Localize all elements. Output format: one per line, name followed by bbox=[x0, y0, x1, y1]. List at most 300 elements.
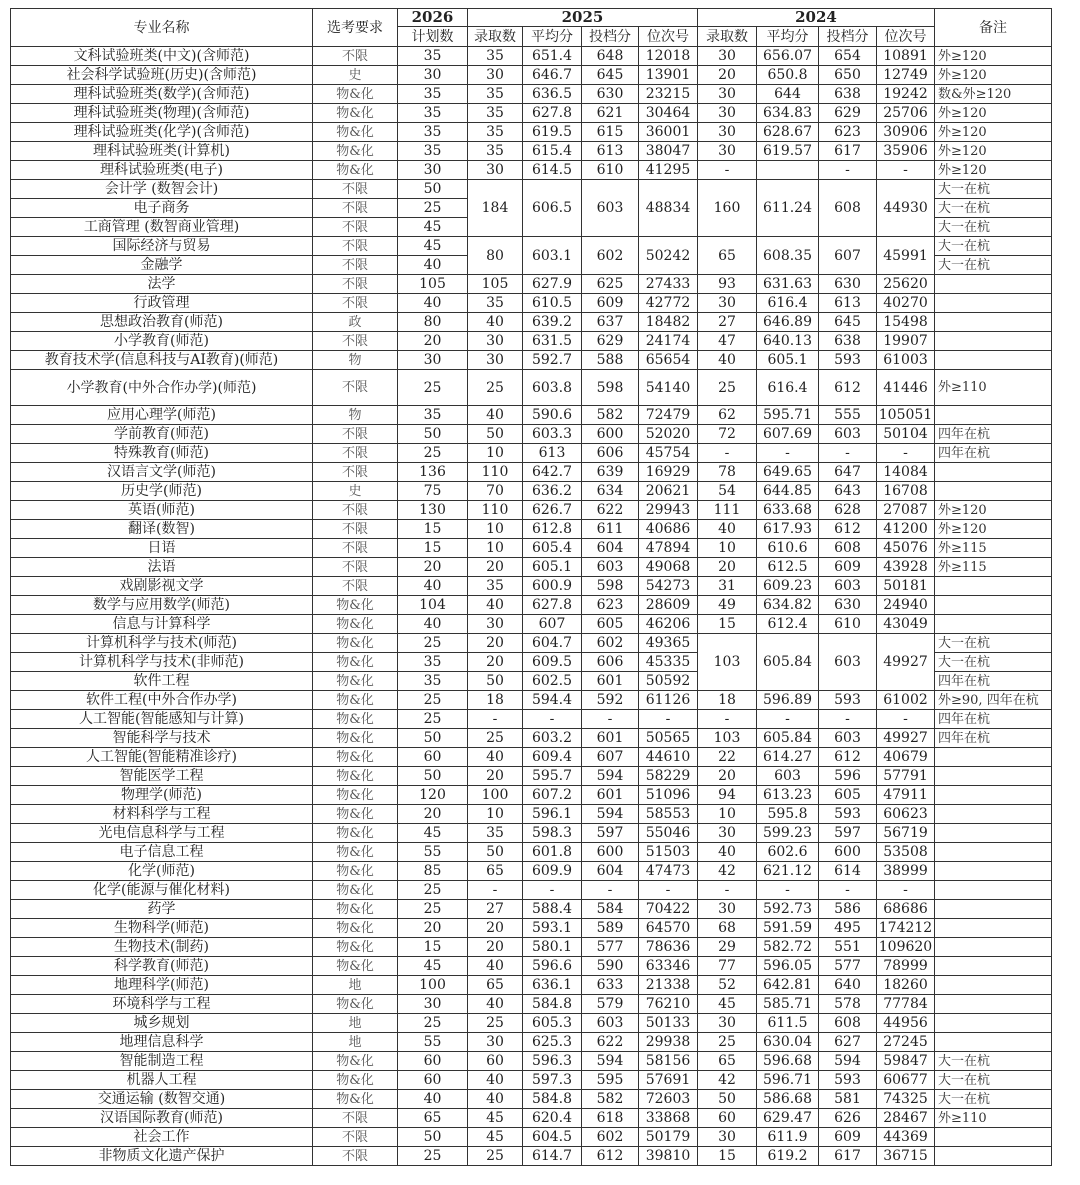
cell-file-2024: 594 bbox=[819, 1052, 877, 1071]
cell-plan-2026: 30 bbox=[398, 66, 468, 85]
cell-avg-2025: 639.2 bbox=[523, 313, 582, 332]
cell-file-2024: 593 bbox=[819, 1071, 877, 1090]
cell-admit-2024: 160 bbox=[698, 180, 757, 237]
table-row bbox=[11, 634, 1052, 653]
cell-plan-2026: 15 bbox=[398, 520, 468, 539]
cell-avg-2025: 609.9 bbox=[523, 862, 582, 881]
cell-admit-2025: 35 bbox=[468, 294, 523, 313]
cell-admit-2024: 111 bbox=[698, 501, 757, 520]
cell-major: 行政管理 bbox=[11, 294, 313, 313]
cell-file-2025: 602 bbox=[582, 237, 639, 275]
cell-avg-2025: 596.6 bbox=[523, 957, 582, 976]
cell-note bbox=[935, 482, 1052, 501]
cell-major: 翻译(数智) bbox=[11, 520, 313, 539]
cell-plan-2026: 105 bbox=[398, 275, 468, 294]
header-year-2024: 2024 bbox=[698, 9, 935, 27]
cell-plan-2026: 25 bbox=[398, 444, 468, 463]
cell-rank-2025: 47894 bbox=[639, 539, 698, 558]
cell-rank-2024: 53508 bbox=[877, 843, 935, 862]
cell-avg-2024: 596.68 bbox=[757, 1052, 819, 1071]
cell-admit-2025: 20 bbox=[468, 634, 523, 653]
cell-admit-2024: 10 bbox=[698, 805, 757, 824]
cell-avg-2024: - bbox=[757, 881, 819, 900]
cell-major: 交通运输 (数智交通) bbox=[11, 1090, 313, 1109]
cell-rank-2025: 51503 bbox=[639, 843, 698, 862]
cell-rank-2024: 16708 bbox=[877, 482, 935, 501]
cell-avg-2024: 621.12 bbox=[757, 862, 819, 881]
cell-file-2024: 630 bbox=[819, 275, 877, 294]
table-row bbox=[11, 1147, 1052, 1166]
cell-major: 环境科学与工程 bbox=[11, 995, 313, 1014]
table-row bbox=[11, 501, 1052, 520]
cell-note bbox=[935, 332, 1052, 351]
table-row bbox=[11, 66, 1052, 85]
cell-rank-2024: 41446 bbox=[877, 370, 935, 406]
cell-note bbox=[935, 862, 1052, 881]
cell-rank-2025: 45335 bbox=[639, 653, 698, 672]
cell-avg-2025: 605.3 bbox=[523, 1014, 582, 1033]
cell-avg-2024: 586.68 bbox=[757, 1090, 819, 1109]
cell-requirement: 不限 bbox=[313, 47, 398, 66]
cell-major: 历史学(师范) bbox=[11, 482, 313, 501]
cell-plan-2026: 25 bbox=[398, 370, 468, 406]
cell-admit-2024: 40 bbox=[698, 843, 757, 862]
cell-admit-2025: 50 bbox=[468, 843, 523, 862]
cell-file-2024: 603 bbox=[819, 425, 877, 444]
cell-rank-2024: 10891 bbox=[877, 47, 935, 66]
admission-table-container bbox=[10, 8, 1052, 1166]
cell-file-2024: 610 bbox=[819, 615, 877, 634]
cell-note: 外≥120 bbox=[935, 104, 1052, 123]
cell-admit-2024: 31 bbox=[698, 577, 757, 596]
cell-avg-2024: 617.93 bbox=[757, 520, 819, 539]
cell-avg-2024: 616.4 bbox=[757, 294, 819, 313]
cell-avg-2024: 592.73 bbox=[757, 900, 819, 919]
cell-avg-2025: 597.3 bbox=[523, 1071, 582, 1090]
cell-note: 外≥120 bbox=[935, 66, 1052, 85]
cell-plan-2026: 85 bbox=[398, 862, 468, 881]
cell-avg-2024: 608.35 bbox=[757, 237, 819, 275]
cell-avg-2024: 609.23 bbox=[757, 577, 819, 596]
cell-admit-2025: 25 bbox=[468, 1147, 523, 1166]
cell-note bbox=[935, 294, 1052, 313]
cell-admit-2024: 30 bbox=[698, 1128, 757, 1147]
cell-avg-2025: 627.8 bbox=[523, 104, 582, 123]
cell-file-2025: 648 bbox=[582, 47, 639, 66]
cell-major: 机器人工程 bbox=[11, 1071, 313, 1090]
cell-major: 智能科学与技术 bbox=[11, 729, 313, 748]
cell-avg-2024: 656.07 bbox=[757, 47, 819, 66]
cell-major: 地理信息科学 bbox=[11, 1033, 313, 1052]
cell-note: 四年在杭 bbox=[935, 444, 1052, 463]
cell-major: 光电信息科学与工程 bbox=[11, 824, 313, 843]
cell-requirement: 物&化 bbox=[313, 767, 398, 786]
cell-requirement: 物&化 bbox=[313, 786, 398, 805]
cell-avg-2025: 590.6 bbox=[523, 406, 582, 425]
cell-admit-2024: 15 bbox=[698, 1147, 757, 1166]
cell-requirement: 不限 bbox=[313, 256, 398, 275]
cell-avg-2025: 636.2 bbox=[523, 482, 582, 501]
table-row bbox=[11, 482, 1052, 501]
cell-requirement: 物&化 bbox=[313, 995, 398, 1014]
cell-admit-2024: 15 bbox=[698, 615, 757, 634]
cell-admit-2024: 78 bbox=[698, 463, 757, 482]
cell-avg-2025: 606.5 bbox=[523, 180, 582, 237]
cell-plan-2026: 50 bbox=[398, 180, 468, 199]
cell-rank-2024: 49927 bbox=[877, 634, 935, 691]
cell-file-2025: 577 bbox=[582, 938, 639, 957]
cell-rank-2025: 46206 bbox=[639, 615, 698, 634]
cell-rank-2024: 28467 bbox=[877, 1109, 935, 1128]
cell-file-2024: 617 bbox=[819, 142, 877, 161]
cell-requirement: 物&化 bbox=[313, 957, 398, 976]
cell-avg-2024: 612.5 bbox=[757, 558, 819, 577]
cell-plan-2026: 35 bbox=[398, 47, 468, 66]
cell-plan-2026: 35 bbox=[398, 653, 468, 672]
table-row bbox=[11, 1014, 1052, 1033]
cell-file-2024: 612 bbox=[819, 520, 877, 539]
cell-note: 外≥120 bbox=[935, 123, 1052, 142]
table-row bbox=[11, 995, 1052, 1014]
cell-major: 软件工程 bbox=[11, 672, 313, 691]
cell-plan-2026: 40 bbox=[398, 577, 468, 596]
cell-file-2025: 622 bbox=[582, 1033, 639, 1052]
table-row bbox=[11, 161, 1052, 180]
cell-note bbox=[935, 881, 1052, 900]
cell-major: 特殊教育(师范) bbox=[11, 444, 313, 463]
cell-admit-2024: 72 bbox=[698, 425, 757, 444]
cell-note bbox=[935, 406, 1052, 425]
table-row bbox=[11, 1052, 1052, 1071]
cell-rank-2024: 36715 bbox=[877, 1147, 935, 1166]
table-row bbox=[11, 919, 1052, 938]
cell-requirement: 不限 bbox=[313, 1147, 398, 1166]
cell-major: 理科试验班类(计算机) bbox=[11, 142, 313, 161]
cell-rank-2024: 59847 bbox=[877, 1052, 935, 1071]
cell-avg-2024: 596.89 bbox=[757, 691, 819, 710]
cell-file-2025: 629 bbox=[582, 332, 639, 351]
cell-admit-2025: 105 bbox=[468, 275, 523, 294]
cell-plan-2026: 35 bbox=[398, 123, 468, 142]
cell-admit-2024: - bbox=[698, 444, 757, 463]
cell-avg-2024: 634.83 bbox=[757, 104, 819, 123]
cell-avg-2024: 605.1 bbox=[757, 351, 819, 370]
cell-file-2024: 551 bbox=[819, 938, 877, 957]
header-note: 备注 bbox=[935, 9, 1052, 47]
cell-plan-2026: 30 bbox=[398, 161, 468, 180]
cell-admit-2024: 94 bbox=[698, 786, 757, 805]
cell-rank-2024: 41200 bbox=[877, 520, 935, 539]
cell-note: 大一在杭 bbox=[935, 1090, 1052, 1109]
table-row bbox=[11, 615, 1052, 634]
cell-file-2024: 609 bbox=[819, 1128, 877, 1147]
table-row bbox=[11, 767, 1052, 786]
cell-plan-2026: 104 bbox=[398, 596, 468, 615]
table-row bbox=[11, 351, 1052, 370]
cell-requirement: 物&化 bbox=[313, 843, 398, 862]
cell-admit-2025: 70 bbox=[468, 482, 523, 501]
cell-avg-2025: 619.5 bbox=[523, 123, 582, 142]
cell-plan-2026: 120 bbox=[398, 786, 468, 805]
cell-avg-2024: 612.4 bbox=[757, 615, 819, 634]
cell-requirement: 物&化 bbox=[313, 85, 398, 104]
cell-rank-2025: 57691 bbox=[639, 1071, 698, 1090]
cell-file-2024: 630 bbox=[819, 596, 877, 615]
cell-major: 思想政治教育(师范) bbox=[11, 313, 313, 332]
table-row bbox=[11, 729, 1052, 748]
cell-plan-2026: 45 bbox=[398, 957, 468, 976]
cell-plan-2026: 100 bbox=[398, 976, 468, 995]
cell-major: 科学教育(师范) bbox=[11, 957, 313, 976]
cell-file-2024: 650 bbox=[819, 66, 877, 85]
cell-admit-2025: 20 bbox=[468, 919, 523, 938]
table-row bbox=[11, 1109, 1052, 1128]
cell-file-2025: 610 bbox=[582, 161, 639, 180]
cell-note: 外≥120 bbox=[935, 161, 1052, 180]
cell-avg-2025: 604.7 bbox=[523, 634, 582, 653]
cell-avg-2024: 596.05 bbox=[757, 957, 819, 976]
cell-admit-2025: 45 bbox=[468, 1128, 523, 1147]
cell-file-2024: - bbox=[819, 161, 877, 180]
table-row bbox=[11, 425, 1052, 444]
cell-plan-2026: 45 bbox=[398, 218, 468, 237]
cell-admit-2024: 22 bbox=[698, 748, 757, 767]
cell-avg-2025: 627.8 bbox=[523, 596, 582, 615]
cell-avg-2025: - bbox=[523, 881, 582, 900]
cell-avg-2025: 651.4 bbox=[523, 47, 582, 66]
cell-major: 汉语言文学(师范) bbox=[11, 463, 313, 482]
cell-plan-2026: 25 bbox=[398, 900, 468, 919]
cell-rank-2025: 47473 bbox=[639, 862, 698, 881]
cell-rank-2025: 29938 bbox=[639, 1033, 698, 1052]
cell-avg-2025: 626.7 bbox=[523, 501, 582, 520]
cell-requirement: 不限 bbox=[313, 463, 398, 482]
cell-rank-2024: 43928 bbox=[877, 558, 935, 577]
table-row bbox=[11, 862, 1052, 881]
cell-file-2024: 647 bbox=[819, 463, 877, 482]
cell-file-2025: 598 bbox=[582, 370, 639, 406]
cell-admit-2025: 60 bbox=[468, 1052, 523, 1071]
cell-note: 大一在杭 bbox=[935, 653, 1052, 672]
cell-file-2025: 612 bbox=[582, 1147, 639, 1166]
cell-rank-2025: 58553 bbox=[639, 805, 698, 824]
cell-rank-2025: 72603 bbox=[639, 1090, 698, 1109]
cell-note bbox=[935, 1033, 1052, 1052]
table-row bbox=[11, 938, 1052, 957]
cell-admit-2025: 30 bbox=[468, 1033, 523, 1052]
cell-plan-2026: 20 bbox=[398, 332, 468, 351]
table-row bbox=[11, 1033, 1052, 1052]
cell-rank-2024: - bbox=[877, 881, 935, 900]
cell-file-2024: - bbox=[819, 444, 877, 463]
cell-plan-2026: 35 bbox=[398, 406, 468, 425]
cell-requirement: 物&化 bbox=[313, 862, 398, 881]
cell-rank-2024: 56719 bbox=[877, 824, 935, 843]
cell-rank-2024: 61002 bbox=[877, 691, 935, 710]
cell-major: 生物科学(师范) bbox=[11, 919, 313, 938]
cell-avg-2024: 630.04 bbox=[757, 1033, 819, 1052]
cell-note: 大一在杭 bbox=[935, 256, 1052, 275]
cell-major: 智能制造工程 bbox=[11, 1052, 313, 1071]
cell-file-2025: 611 bbox=[582, 520, 639, 539]
cell-file-2025: - bbox=[582, 881, 639, 900]
cell-major: 国际经济与贸易 bbox=[11, 237, 313, 256]
cell-rank-2025: 36001 bbox=[639, 123, 698, 142]
cell-rank-2024: 78999 bbox=[877, 957, 935, 976]
cell-avg-2024 bbox=[757, 161, 819, 180]
cell-admit-2024: 47 bbox=[698, 332, 757, 351]
cell-rank-2025: 54140 bbox=[639, 370, 698, 406]
cell-rank-2025: 61126 bbox=[639, 691, 698, 710]
cell-avg-2025: 636.1 bbox=[523, 976, 582, 995]
cell-requirement: 不限 bbox=[313, 539, 398, 558]
cell-file-2024: 612 bbox=[819, 748, 877, 767]
cell-avg-2024: 650.8 bbox=[757, 66, 819, 85]
cell-file-2024: 628 bbox=[819, 501, 877, 520]
cell-admit-2024: 65 bbox=[698, 237, 757, 275]
table-row bbox=[11, 444, 1052, 463]
cell-admit-2024: 103 bbox=[698, 634, 757, 691]
cell-avg-2024: 619.57 bbox=[757, 142, 819, 161]
cell-rank-2025: 70422 bbox=[639, 900, 698, 919]
cell-note bbox=[935, 1014, 1052, 1033]
cell-file-2025: 579 bbox=[582, 995, 639, 1014]
cell-major: 戏剧影视文学 bbox=[11, 577, 313, 596]
cell-file-2025: 594 bbox=[582, 767, 639, 786]
table-row bbox=[11, 237, 1052, 256]
cell-note bbox=[935, 1128, 1052, 1147]
cell-requirement: 不限 bbox=[313, 199, 398, 218]
cell-file-2025: 602 bbox=[582, 1128, 639, 1147]
cell-avg-2025: 607 bbox=[523, 615, 582, 634]
table-row bbox=[11, 1128, 1052, 1147]
cell-file-2025: 604 bbox=[582, 862, 639, 881]
cell-file-2025: 603 bbox=[582, 1014, 639, 1033]
cell-note bbox=[935, 615, 1052, 634]
cell-plan-2026: 25 bbox=[398, 634, 468, 653]
cell-admit-2025: 35 bbox=[468, 123, 523, 142]
cell-requirement: 物&化 bbox=[313, 596, 398, 615]
cell-avg-2024: 595.71 bbox=[757, 406, 819, 425]
cell-file-2025: 602 bbox=[582, 634, 639, 653]
cell-note bbox=[935, 900, 1052, 919]
table-row bbox=[11, 294, 1052, 313]
cell-major: 智能医学工程 bbox=[11, 767, 313, 786]
cell-avg-2024: 595.8 bbox=[757, 805, 819, 824]
header-avg-2025: 平均分 bbox=[523, 27, 582, 47]
cell-avg-2025: 596.3 bbox=[523, 1052, 582, 1071]
cell-rank-2025: 23215 bbox=[639, 85, 698, 104]
cell-file-2024: - bbox=[819, 881, 877, 900]
cell-major: 会计学 (数智会计) bbox=[11, 180, 313, 199]
cell-admit-2025: 27 bbox=[468, 900, 523, 919]
cell-file-2025: 601 bbox=[582, 672, 639, 691]
cell-admit-2025: 10 bbox=[468, 520, 523, 539]
table-row bbox=[11, 313, 1052, 332]
table-row bbox=[11, 710, 1052, 729]
cell-avg-2025: 620.4 bbox=[523, 1109, 582, 1128]
cell-major: 化学(师范) bbox=[11, 862, 313, 881]
cell-note: 外≥115 bbox=[935, 558, 1052, 577]
cell-major: 金融学 bbox=[11, 256, 313, 275]
header-year-2025: 2025 bbox=[468, 9, 698, 27]
cell-avg-2024: 596.71 bbox=[757, 1071, 819, 1090]
header-year-2026: 2026 bbox=[398, 9, 468, 27]
cell-avg-2024: - bbox=[757, 444, 819, 463]
cell-rank-2025: 49365 bbox=[639, 634, 698, 653]
cell-avg-2025: 603.3 bbox=[523, 425, 582, 444]
cell-admit-2024: 25 bbox=[698, 370, 757, 406]
cell-note bbox=[935, 596, 1052, 615]
cell-avg-2024: 646.89 bbox=[757, 313, 819, 332]
cell-major: 计算机科学与技术(师范) bbox=[11, 634, 313, 653]
cell-admit-2024: 40 bbox=[698, 351, 757, 370]
cell-avg-2024: 605.84 bbox=[757, 634, 819, 691]
cell-file-2025: 594 bbox=[582, 805, 639, 824]
cell-file-2025: 598 bbox=[582, 577, 639, 596]
cell-requirement: 不限 bbox=[313, 180, 398, 199]
table-row bbox=[11, 957, 1052, 976]
cell-file-2025: 634 bbox=[582, 482, 639, 501]
cell-file-2024: 629 bbox=[819, 104, 877, 123]
cell-requirement: 物&化 bbox=[313, 729, 398, 748]
cell-plan-2026: 60 bbox=[398, 1071, 468, 1090]
cell-admit-2024: 60 bbox=[698, 1109, 757, 1128]
cell-avg-2025: 600.9 bbox=[523, 577, 582, 596]
cell-note bbox=[935, 313, 1052, 332]
cell-requirement: 不限 bbox=[313, 1128, 398, 1147]
cell-rank-2025: 40686 bbox=[639, 520, 698, 539]
cell-avg-2025: 584.8 bbox=[523, 1090, 582, 1109]
cell-admit-2024: 68 bbox=[698, 919, 757, 938]
cell-rank-2024: 61003 bbox=[877, 351, 935, 370]
cell-rank-2025: 38047 bbox=[639, 142, 698, 161]
cell-requirement: 物&化 bbox=[313, 653, 398, 672]
table-row bbox=[11, 881, 1052, 900]
cell-avg-2024: 642.81 bbox=[757, 976, 819, 995]
cell-note bbox=[935, 577, 1052, 596]
cell-avg-2025: 607.2 bbox=[523, 786, 582, 805]
cell-file-2024: 593 bbox=[819, 691, 877, 710]
cell-file-2024: 608 bbox=[819, 1014, 877, 1033]
cell-rank-2025: 50592 bbox=[639, 672, 698, 691]
header-major: 专业名称 bbox=[11, 9, 313, 47]
cell-file-2025: 639 bbox=[582, 463, 639, 482]
cell-note: 大一在杭 bbox=[935, 199, 1052, 218]
cell-requirement: 不限 bbox=[313, 577, 398, 596]
cell-plan-2026: 40 bbox=[398, 615, 468, 634]
cell-requirement: 物&化 bbox=[313, 710, 398, 729]
cell-avg-2025: 627.9 bbox=[523, 275, 582, 294]
cell-rank-2024: 74325 bbox=[877, 1090, 935, 1109]
cell-major: 非物质文化遗产保护 bbox=[11, 1147, 313, 1166]
cell-avg-2025: 609.5 bbox=[523, 653, 582, 672]
cell-file-2025: 621 bbox=[582, 104, 639, 123]
cell-note bbox=[935, 463, 1052, 482]
cell-note bbox=[935, 805, 1052, 824]
cell-major: 软件工程(中外合作办学) bbox=[11, 691, 313, 710]
table-row bbox=[11, 1090, 1052, 1109]
cell-rank-2025: 78636 bbox=[639, 938, 698, 957]
table-row bbox=[11, 370, 1052, 406]
cell-note: 大一在杭 bbox=[935, 218, 1052, 237]
cell-rank-2024: 109620 bbox=[877, 938, 935, 957]
cell-major: 人工智能(智能感知与计算) bbox=[11, 710, 313, 729]
cell-avg-2024: - bbox=[757, 710, 819, 729]
cell-file-2024: 597 bbox=[819, 824, 877, 843]
cell-admit-2024: 52 bbox=[698, 976, 757, 995]
cell-requirement: 不限 bbox=[313, 275, 398, 294]
